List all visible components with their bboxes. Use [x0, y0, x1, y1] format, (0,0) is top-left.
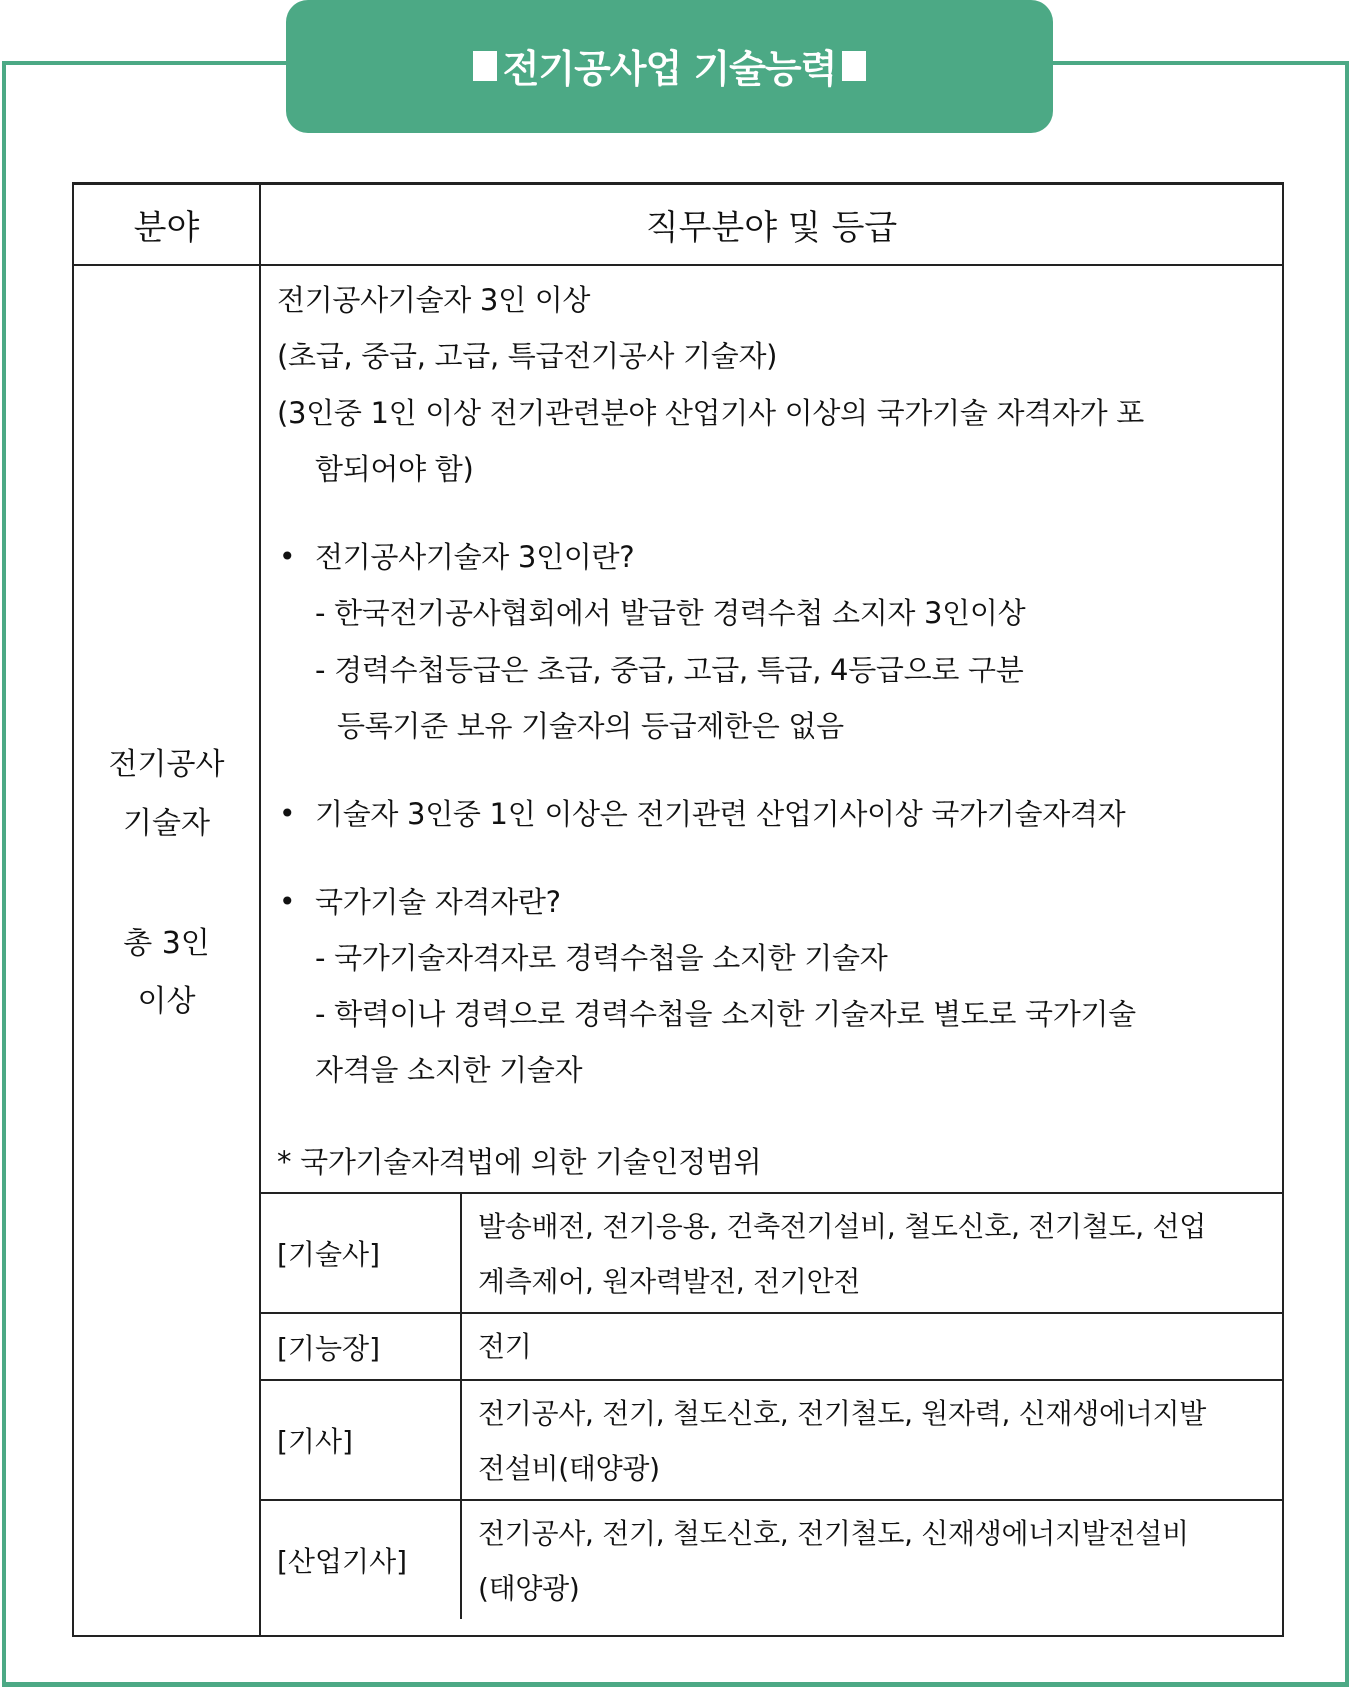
qualification-note: * 국가기술자격법에 의한 기술인정범위 — [277, 1145, 762, 1179]
job-grade-cell — [261, 266, 1282, 1635]
intro-line: (초급, 중급, 고급, 특급전기공사 기술자) — [277, 339, 778, 373]
grade-fields — [462, 1314, 1282, 1379]
grade-label: [기술사] — [261, 1194, 462, 1312]
table-header-row — [74, 185, 1282, 266]
tech-capability-table — [72, 182, 1284, 1637]
bullet-heading: 기술자 3인중 1인 이상은 전기관련 산업기사이상 국가기술자격자 — [315, 797, 1126, 831]
field-line: 이상 — [137, 984, 196, 1019]
intro-line: 전기공사기술자 3인 이상 — [277, 283, 591, 317]
qualification-row — [261, 1314, 1282, 1381]
grade-fields-line: 전기공사, 전기, 철도신호, 전기철도, 원자력, 신재생에너지발 — [478, 1397, 1206, 1430]
grade-fields-line: 전기 — [478, 1330, 532, 1363]
qualification-row — [261, 1501, 1282, 1619]
qualification-row — [261, 1194, 1282, 1314]
bullet-icon: • — [279, 885, 296, 918]
grade-fields-line: 계측제어, 원자력발전, 전기안전 — [478, 1265, 861, 1298]
bullet-icon: • — [279, 540, 296, 573]
intro-line: 함되어야 함) — [315, 452, 474, 486]
grade-fields — [462, 1501, 1282, 1619]
qualification-row — [261, 1381, 1282, 1501]
grade-fields-line: 발송배전, 전기응용, 건축전기설비, 철도신호, 전기철도, 선업 — [478, 1210, 1206, 1243]
grade-fields-line: 전설비(태양광) — [478, 1452, 660, 1485]
grade-label: [기능장] — [261, 1314, 462, 1379]
field-line: 기술자 — [123, 806, 210, 841]
page-title: 전기공사업 기술능력 — [502, 47, 837, 91]
qualification-table — [261, 1192, 1282, 1635]
bullet-detail: - 한국전기공사협회에서 발급한 경력수첩 소지자 3인이상 — [315, 596, 1026, 630]
grade-fields-line: 전기공사, 전기, 철도신호, 전기철도, 신재생에너지발전설비 — [478, 1517, 1189, 1550]
field-cell — [74, 266, 261, 1635]
bullet-detail: - 학력이나 경력으로 경력수첩을 소지한 기술자로 별도로 국가기술 — [315, 997, 1136, 1031]
grade-fields-line: (태양광) — [478, 1572, 580, 1605]
bullet-heading: 국가기술 자격자란? — [315, 885, 561, 919]
field-line: 전기공사 — [108, 747, 225, 782]
intro-line: (3인중 1인 이상 전기관련분야 산업기사 이상의 국가기술 자격자가 포 — [277, 396, 1144, 430]
title-banner — [286, 0, 1053, 133]
grade-fields — [462, 1381, 1282, 1499]
bullet-detail: 등록기준 보유 기술자의 등급제한은 없음 — [337, 709, 844, 743]
field-line: 총 3인 — [123, 926, 210, 961]
grade-fields — [462, 1194, 1282, 1312]
black-square-icon — [473, 51, 497, 81]
bullet-icon: • — [279, 797, 296, 830]
grade-label: [산업기사] — [261, 1501, 462, 1619]
header-field: 분야 — [74, 185, 261, 264]
bullet-detail: - 경력수첩등급은 초급, 중급, 고급, 특급, 4등급으로 구분 — [315, 653, 1024, 687]
black-square-icon — [842, 51, 866, 81]
bullet-detail: 자격을 소지한 기술자 — [315, 1053, 583, 1087]
bullet-detail: - 국가기술자격자로 경력수첩을 소지한 기술자 — [315, 941, 888, 975]
header-job-grade: 직무분야 및 등급 — [645, 208, 898, 248]
grade-label: [기사] — [261, 1381, 462, 1499]
bullet-heading: 전기공사기술자 3인이란? — [315, 540, 635, 574]
